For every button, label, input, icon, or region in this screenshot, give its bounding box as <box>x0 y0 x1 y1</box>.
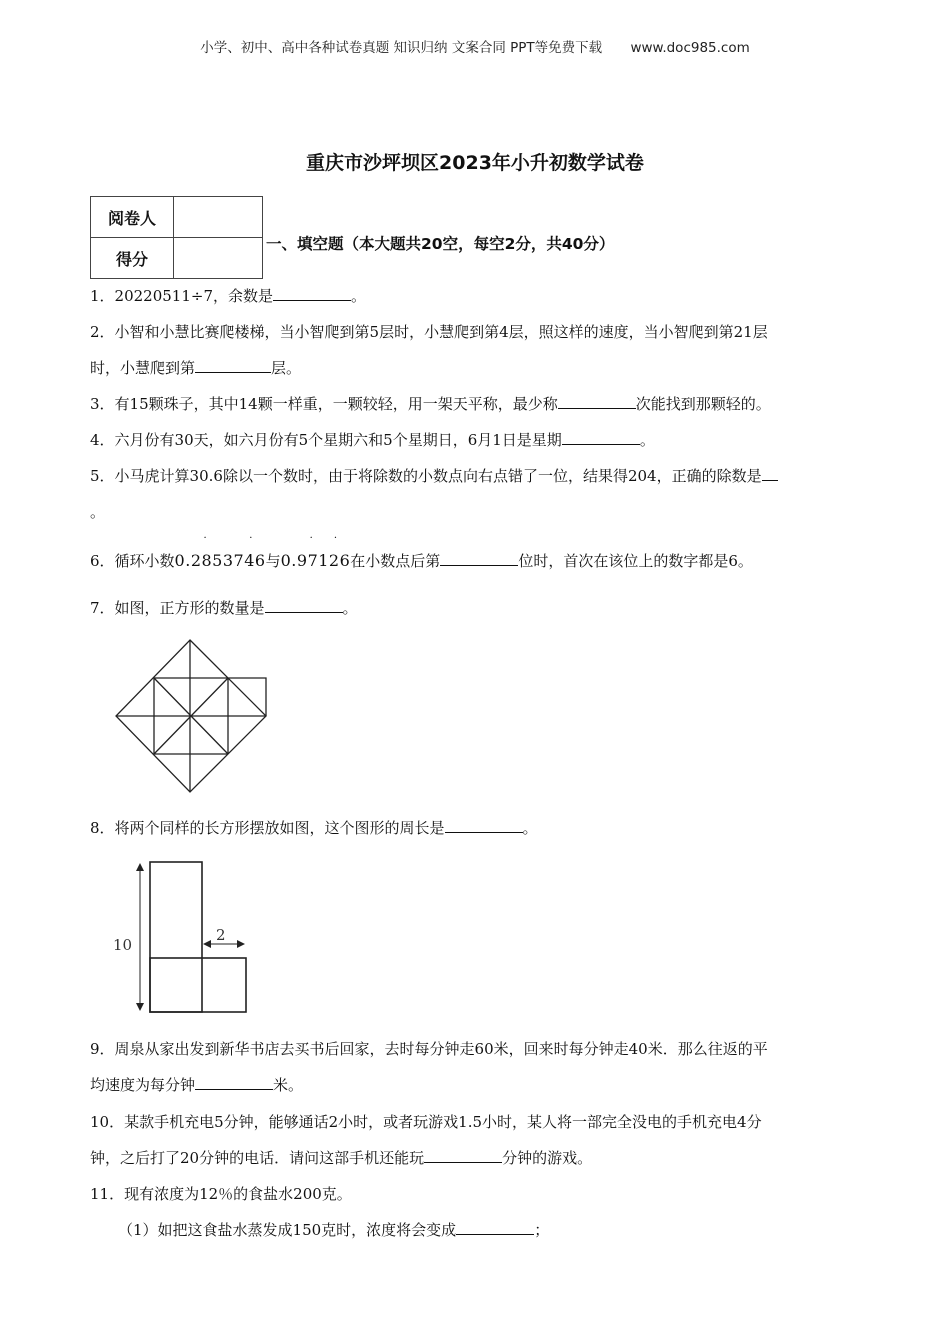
question-end: ； <box>534 1221 550 1239</box>
header-site[interactable]: www.doc985.com <box>630 40 750 56</box>
question-end: 层。 <box>271 359 302 377</box>
header-text: 小学、初中、高中各种试卷真题 知识归纳 文案合同 PPT等免费下载 <box>200 40 603 56</box>
answer-blank[interactable] <box>195 356 271 373</box>
horizontal-rectangle <box>150 958 246 1012</box>
question-end: 次能找到那颗轻的。 <box>635 395 771 413</box>
reviewer-field[interactable] <box>174 197 263 238</box>
decimal-part: 6 <box>339 551 351 570</box>
question-2 <box>90 314 895 386</box>
question-text: 4．六月份有30天，如六月份有5个星期六和5个星期日，6月1日是星期 <box>90 431 562 449</box>
question-end: 分钟的游戏。 <box>502 1149 593 1167</box>
width-label: 2 <box>216 926 226 944</box>
repeat-dot: · <box>249 533 253 544</box>
question-end: 。 <box>522 819 538 837</box>
repeating-decimal-1 <box>174 533 266 579</box>
question-4 <box>90 422 895 458</box>
question-text: 均速度为每分钟 <box>90 1076 196 1094</box>
score-label: 得分 <box>91 238 174 279</box>
question-end: 。 <box>351 287 367 305</box>
decimal-part: 0.2 <box>174 551 202 570</box>
repeat-dot: · <box>333 533 338 544</box>
question-7 <box>90 590 895 626</box>
answer-blank[interactable] <box>445 816 523 833</box>
question-8 <box>90 810 895 846</box>
question-text: 3．有15颗珠子，其中14颗一样重，一颗较轻，用一架天平称，最少称 <box>90 395 558 413</box>
question-6 <box>90 533 895 579</box>
question-5 <box>90 458 895 530</box>
answer-blank[interactable] <box>558 392 636 409</box>
question-end: 。 <box>639 431 655 449</box>
grade-table <box>90 196 263 279</box>
question-text: 在小数点后第 <box>350 552 441 570</box>
repeat-dot: · <box>309 533 314 544</box>
section-title: 一、填空题（本大题共20空，每空2分，共40分） <box>266 235 615 253</box>
page-header <box>0 36 950 56</box>
answer-blank[interactable] <box>562 428 640 445</box>
question-end: 位时，首次在该位上的数字都是6。 <box>518 552 753 570</box>
repeat-start-digit <box>201 533 255 579</box>
rectangles-figure <box>108 852 254 1020</box>
question-10 <box>90 1104 895 1176</box>
answer-blank[interactable] <box>424 1146 502 1163</box>
answer-blank[interactable] <box>440 549 518 566</box>
question-text: 11．现有浓度为12％的食盐水200克。 <box>90 1185 352 1203</box>
question-text: 时，小慧爬到第 <box>90 359 196 377</box>
repeating-decimal-2 <box>280 533 351 579</box>
question-text: 1．20220511÷7，余数是 <box>90 287 274 305</box>
answer-blank[interactable] <box>195 1073 273 1090</box>
repeat-digits: 712 <box>307 551 340 570</box>
reviewer-label: 阅卷人 <box>91 197 174 238</box>
question-text: 6．循环小数 <box>90 552 175 570</box>
square-count-figure <box>110 636 275 804</box>
question-end: 。 <box>342 599 358 617</box>
decimal-part: 0.9 <box>280 551 308 570</box>
answer-blank[interactable] <box>762 464 778 481</box>
question-9 <box>90 1031 895 1103</box>
page-title: 重庆市沙坪坝区2023年小升初数学试卷 <box>306 152 644 174</box>
question-text: 9．周泉从家出发到新华书店去买书后回家，去时每分钟走60米，回来时每分钟走40米．那么往返的平 <box>90 1040 768 1058</box>
question-text: 2．小智和小慧比赛爬楼梯，当小智爬到第5层时，小慧爬到第4层，照这样的速度，当小智爬到第21层 <box>90 323 768 341</box>
question-text: 钟，之后打了20分钟的电话．请问这部手机还能玩 <box>90 1149 425 1167</box>
question-11 <box>90 1176 895 1248</box>
answer-blank[interactable] <box>265 596 343 613</box>
question-3 <box>90 386 895 422</box>
answer-blank[interactable] <box>273 284 351 301</box>
answer-blank[interactable] <box>456 1218 534 1235</box>
question-end: 米。 <box>273 1076 304 1094</box>
height-label: 10 <box>113 936 133 954</box>
vertical-rectangle <box>150 862 202 1012</box>
score-field[interactable] <box>174 238 263 279</box>
repeat-dot: · <box>203 533 208 544</box>
question-text: 8．将两个同样的长方形摆放如图，这个图形的周长是 <box>90 819 445 837</box>
decimal-part: 6 <box>254 551 266 570</box>
question-text: 与 <box>265 552 281 570</box>
question-text: 5．小马虎计算30.6除以一个数时，由于将除数的小数点向右点错了一位，结果得204，正确的除数是 <box>90 467 762 485</box>
question-text: 7．如图，正方形的数量是 <box>90 599 265 617</box>
repeat-digits: 85374 <box>201 551 255 570</box>
question-text: 10．某款手机充电5分钟，能够通话2小时，或者玩游戏1.5小时，某人将一部完全没电的手机充电4分 <box>90 1113 762 1131</box>
sub-question-text: （1）如把这食盐水蒸发成150克时，浓度将会变成 <box>118 1221 457 1239</box>
question-end: 。 <box>90 503 106 521</box>
question-1 <box>90 278 895 314</box>
repeat-start-digit <box>307 533 340 579</box>
